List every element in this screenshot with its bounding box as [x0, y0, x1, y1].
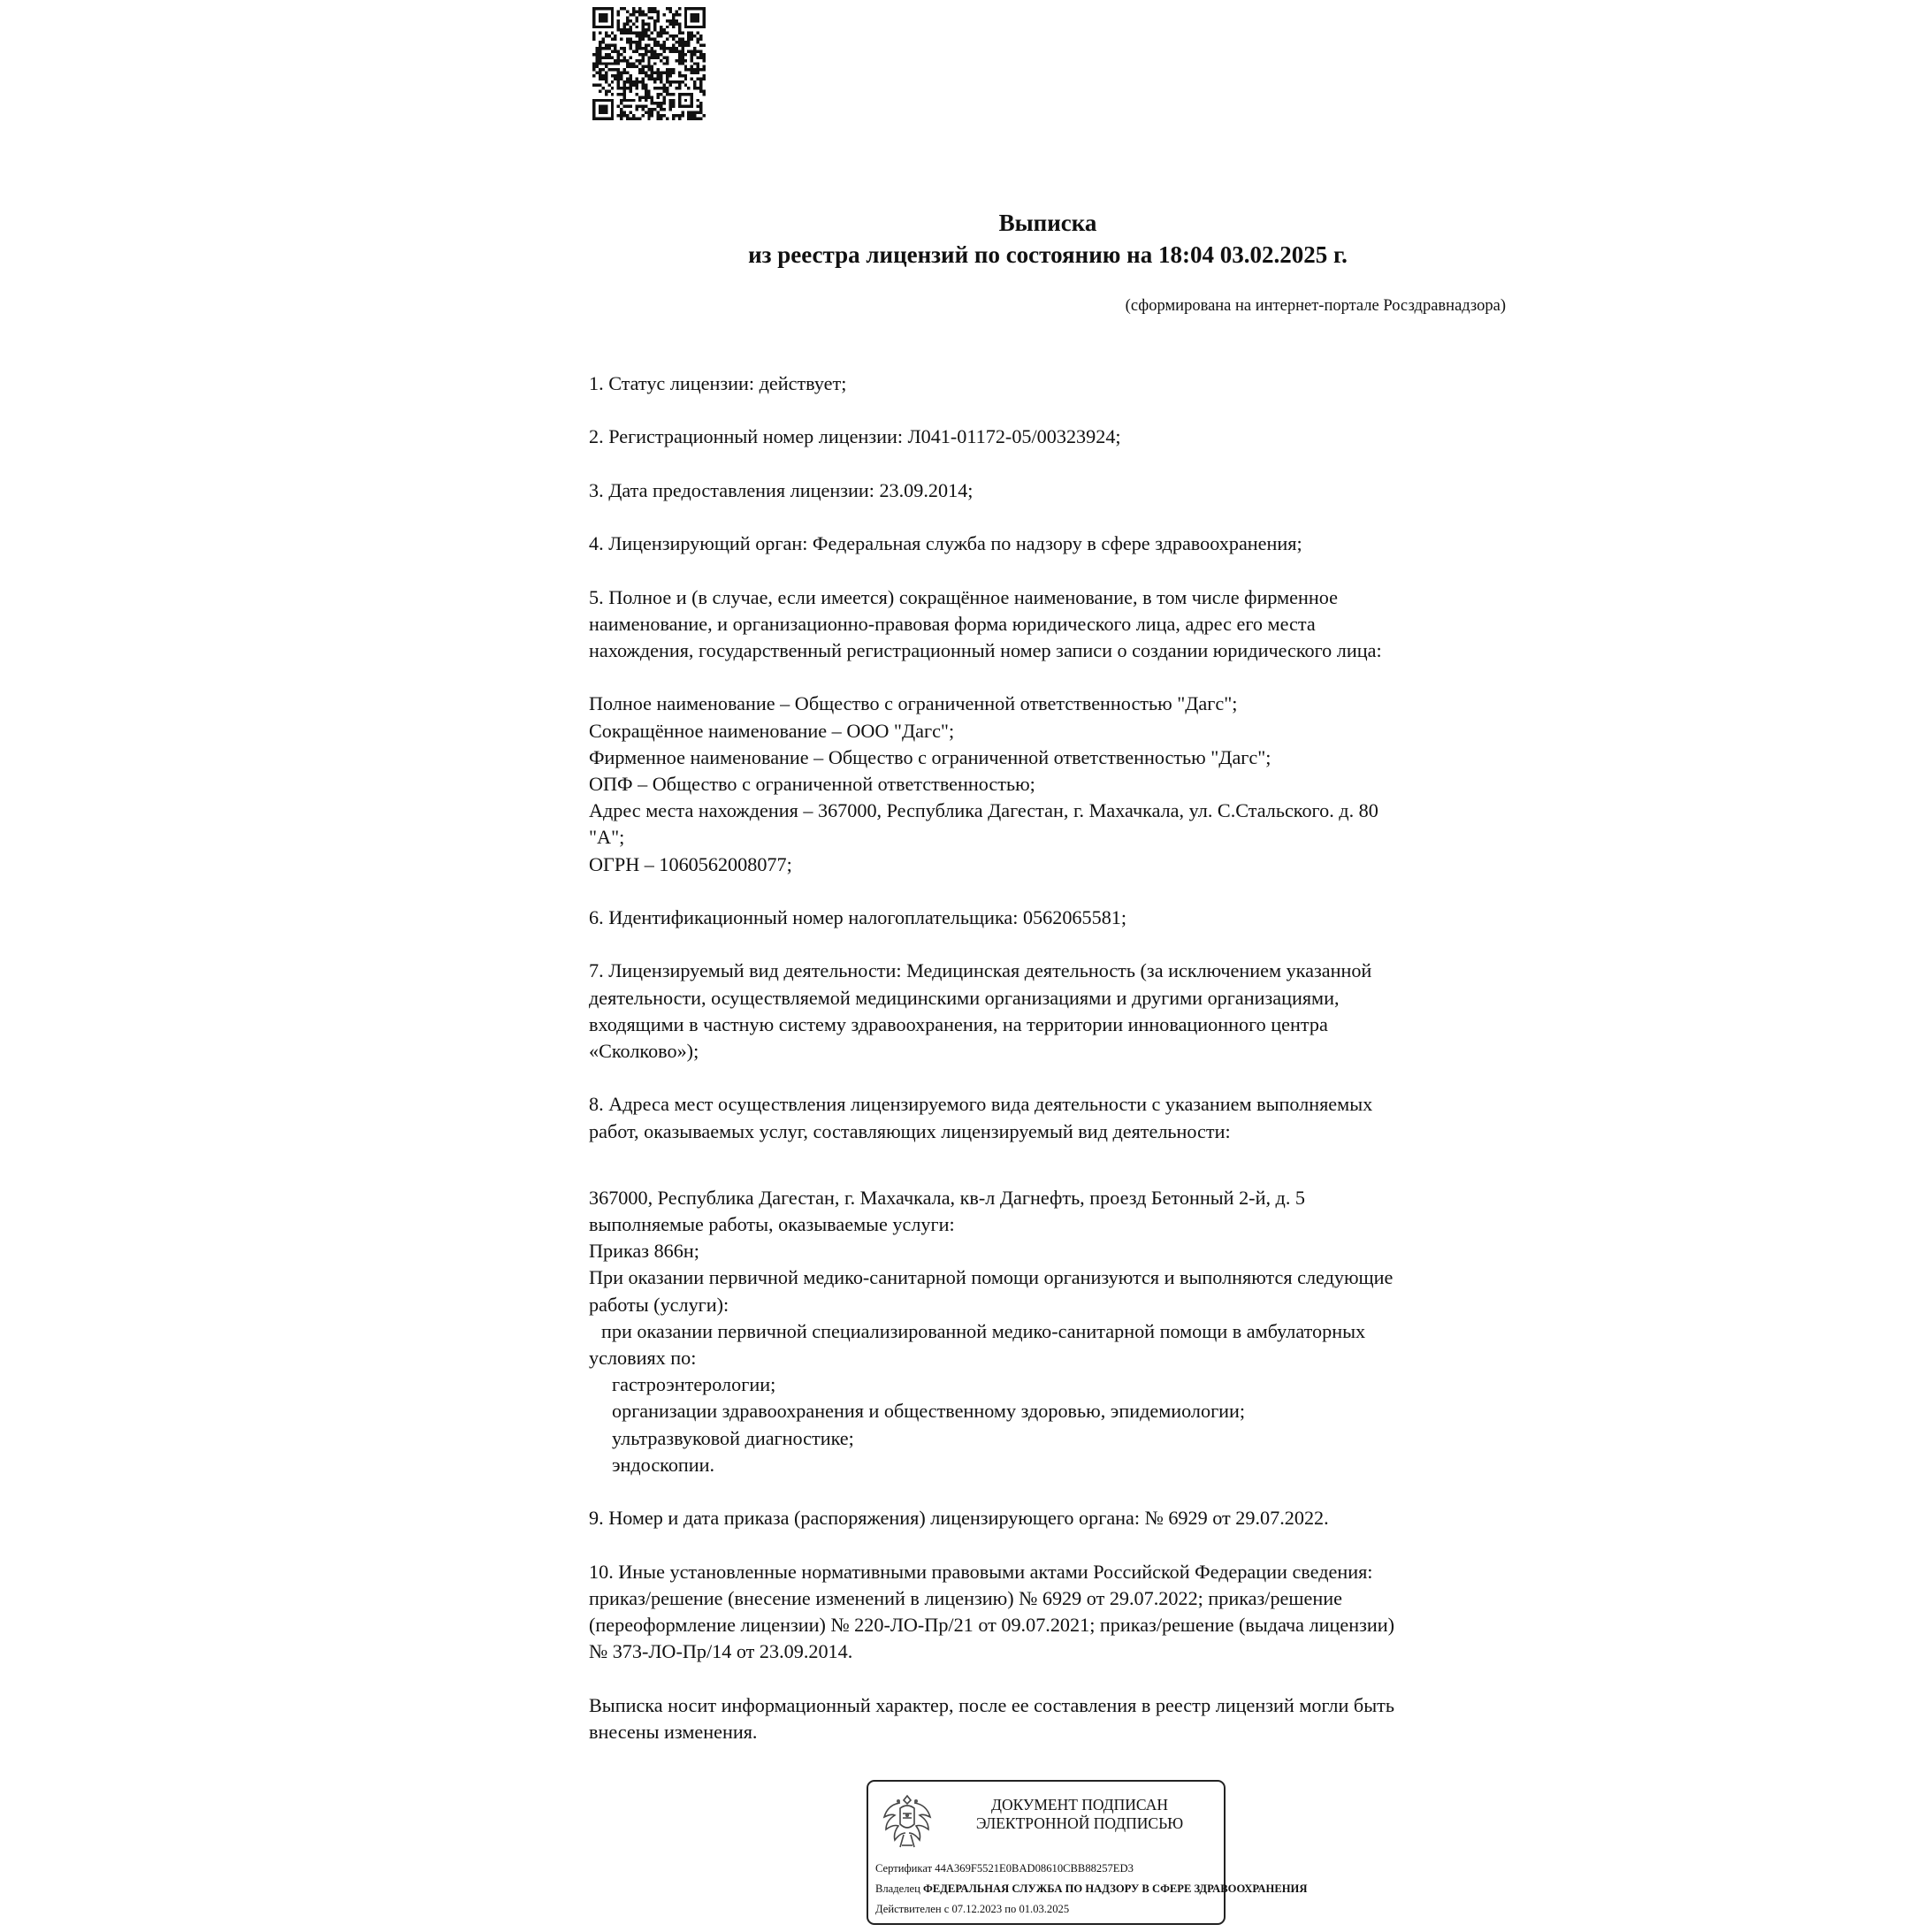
section-7: [589, 958, 1508, 1065]
activity-specialized-care: при оказании первичной специализированной медико-санитарной помощи в амбулаторных: [601, 1319, 1366, 1342]
section-8-line: работ, оказываемых услуг, составляющих лицензируемый вид деятельности:: [589, 1119, 1231, 1142]
stamp-validity: Действителен с 07.12.2023 по 01.03.2025: [875, 1903, 1070, 1915]
section-10-line: № 373-ЛО-Пр/14 от 23.09.2014.: [589, 1640, 853, 1663]
section-7-line: «Сколково»);: [589, 1039, 699, 1062]
activity-address: 367000, Республика Дагестан, г. Махачкала, кв-л Дагнефть, проезд Бетонный 2-й, д. 5: [589, 1186, 1306, 1209]
service-item: эндоскопии.: [612, 1453, 715, 1476]
stamp-heading-line: ДОКУМЕНТ ПОДПИСАН: [991, 1796, 1168, 1814]
activity-primary-care-cont: работы (услуги):: [589, 1293, 729, 1316]
section-7-line: деятельности, осуществляемой медицинскими организациями и другими организациями,: [589, 986, 1340, 1009]
section-1: 1. Статус лицензии: действует;: [589, 372, 847, 394]
disclaimer: [589, 1692, 1508, 1745]
org-short-name: Сокращённое наименование – ООО "Дагс";: [589, 719, 955, 742]
generation-note: (сформирована на интернет-портале Росздравнадзора): [1125, 297, 1506, 315]
activity-order: Приказ 866н;: [589, 1240, 699, 1263]
org-brand-name: Фирменное наименование – Общество с ограниченной ответственностью "Дагс";: [589, 745, 1271, 768]
qr-code-icon: [592, 7, 706, 120]
org-legal-form: ОПФ – Общество с ограниченной ответственностью;: [589, 772, 1035, 795]
activity-specialized-care-cont: условиях по:: [589, 1346, 697, 1369]
section-8-line: 8. Адреса мест осуществления лицензируемого вида деятельности с указанием выполняемых: [589, 1093, 1373, 1116]
document-title: Выписка: [998, 210, 1097, 236]
org-address-cont: "А";: [589, 826, 625, 849]
section-10: [589, 1559, 1508, 1666]
coat-of-arms-icon: [879, 1791, 935, 1854]
stamp-heading: [943, 1796, 1217, 1833]
activity-address-block: [589, 1185, 1508, 1478]
disclaimer-line: внесены изменения.: [589, 1720, 758, 1743]
org-full-name: Полное наименование – Общество с ограниченной ответственностью "Дагс";: [589, 692, 1238, 715]
section-9: 9. Номер и дата приказа (распоряжения) лицензирующего органа: № 6929 от 29.07.2022.: [589, 1507, 1329, 1530]
document-subtitle: из реестра лицензий по состоянию на 18:04 03.02.2025 г.: [748, 241, 1348, 268]
section-2: 2. Регистрационный номер лицензии: Л041-01172-05/00323924;: [589, 425, 1121, 448]
stamp-owner: [875, 1882, 1307, 1896]
certificate-value: 44A369F5521E0BAD08610CBB88257ED3: [935, 1862, 1134, 1875]
electronic-signature-stamp: [867, 1780, 1308, 1925]
section-10-line: (переоформление лицензии) № 220-ЛО-Пр/21 от 09.07.2021; приказ/решение (выдача лицензии): [589, 1613, 1395, 1636]
organization-details: [589, 691, 1508, 877]
document-body: [589, 370, 1508, 1745]
activity-primary-care: При оказании первичной медико-санитарной помощи организуются и выполняются следующие: [589, 1266, 1394, 1289]
section-5-line: нахождения, государственный регистрационный номер записи о создании юридического лица:: [589, 638, 1382, 661]
activity-works-label: выполняемые работы, оказываемые услуги:: [589, 1212, 955, 1235]
service-item: гастроэнтерологии;: [612, 1373, 776, 1396]
service-item: организации здравоохранения и общественному здоровью, эпидемиологии;: [612, 1400, 1246, 1423]
section-6: 6. Идентификационный номер налогоплательщика: 0562065581;: [589, 905, 1127, 928]
document-title-block: [592, 207, 1503, 271]
section-10-line: приказ/решение (внесение изменений в лицензию) № 6929 от 29.07.2022; приказ/решение: [589, 1586, 1342, 1609]
section-5-line: 5. Полное и (в случае, если имеется) сокращённое наименование, в том числе фирменное: [589, 585, 1338, 608]
section-5-line: наименование, и организационно-правовая форма юридического лица, адрес его места: [589, 612, 1316, 635]
section-4: 4. Лицензирующий орган: Федеральная служба по надзору в сфере здравоохранения;: [589, 532, 1302, 555]
section-7-line: входящими в частную систему здравоохранения, на территории инновационного центра: [589, 1012, 1328, 1035]
owner-value: ФЕДЕРАЛЬНАЯ СЛУЖБА ПО НАДЗОРУ В СФЕРЕ ЗДРАВООХРАНЕНИЯ: [923, 1882, 1308, 1895]
section-3: 3. Дата предоставления лицензии: 23.09.2014;: [589, 478, 974, 501]
stamp-heading-line: ЭЛЕКТРОННОЙ ПОДПИСЬЮ: [975, 1814, 1184, 1832]
section-5: [589, 584, 1508, 665]
service-item: ультразвуковой диагностике;: [612, 1426, 854, 1449]
owner-label: Владелец: [875, 1882, 920, 1895]
section-8: [589, 1091, 1508, 1144]
certificate-label: Сертификат: [875, 1862, 933, 1875]
org-address: Адрес места нахождения – 367000, Республика Дагестан, г. Махачкала, ул. С.Стальского. д. 80: [589, 799, 1378, 822]
section-10-line: 10. Иные установленные нормативными правовыми актами Российской Федерации сведения:: [589, 1560, 1373, 1583]
stamp-certificate: [875, 1861, 1134, 1875]
disclaimer-line: Выписка носит информационный характер, после ее составления в реестр лицензий могли быть: [589, 1693, 1394, 1716]
section-7-line: 7. Лицензируемый вид деятельности: Медицинская деятельность (за исключением указанной: [589, 959, 1372, 982]
org-ogrn: ОГРН – 1060562008077;: [589, 852, 792, 875]
